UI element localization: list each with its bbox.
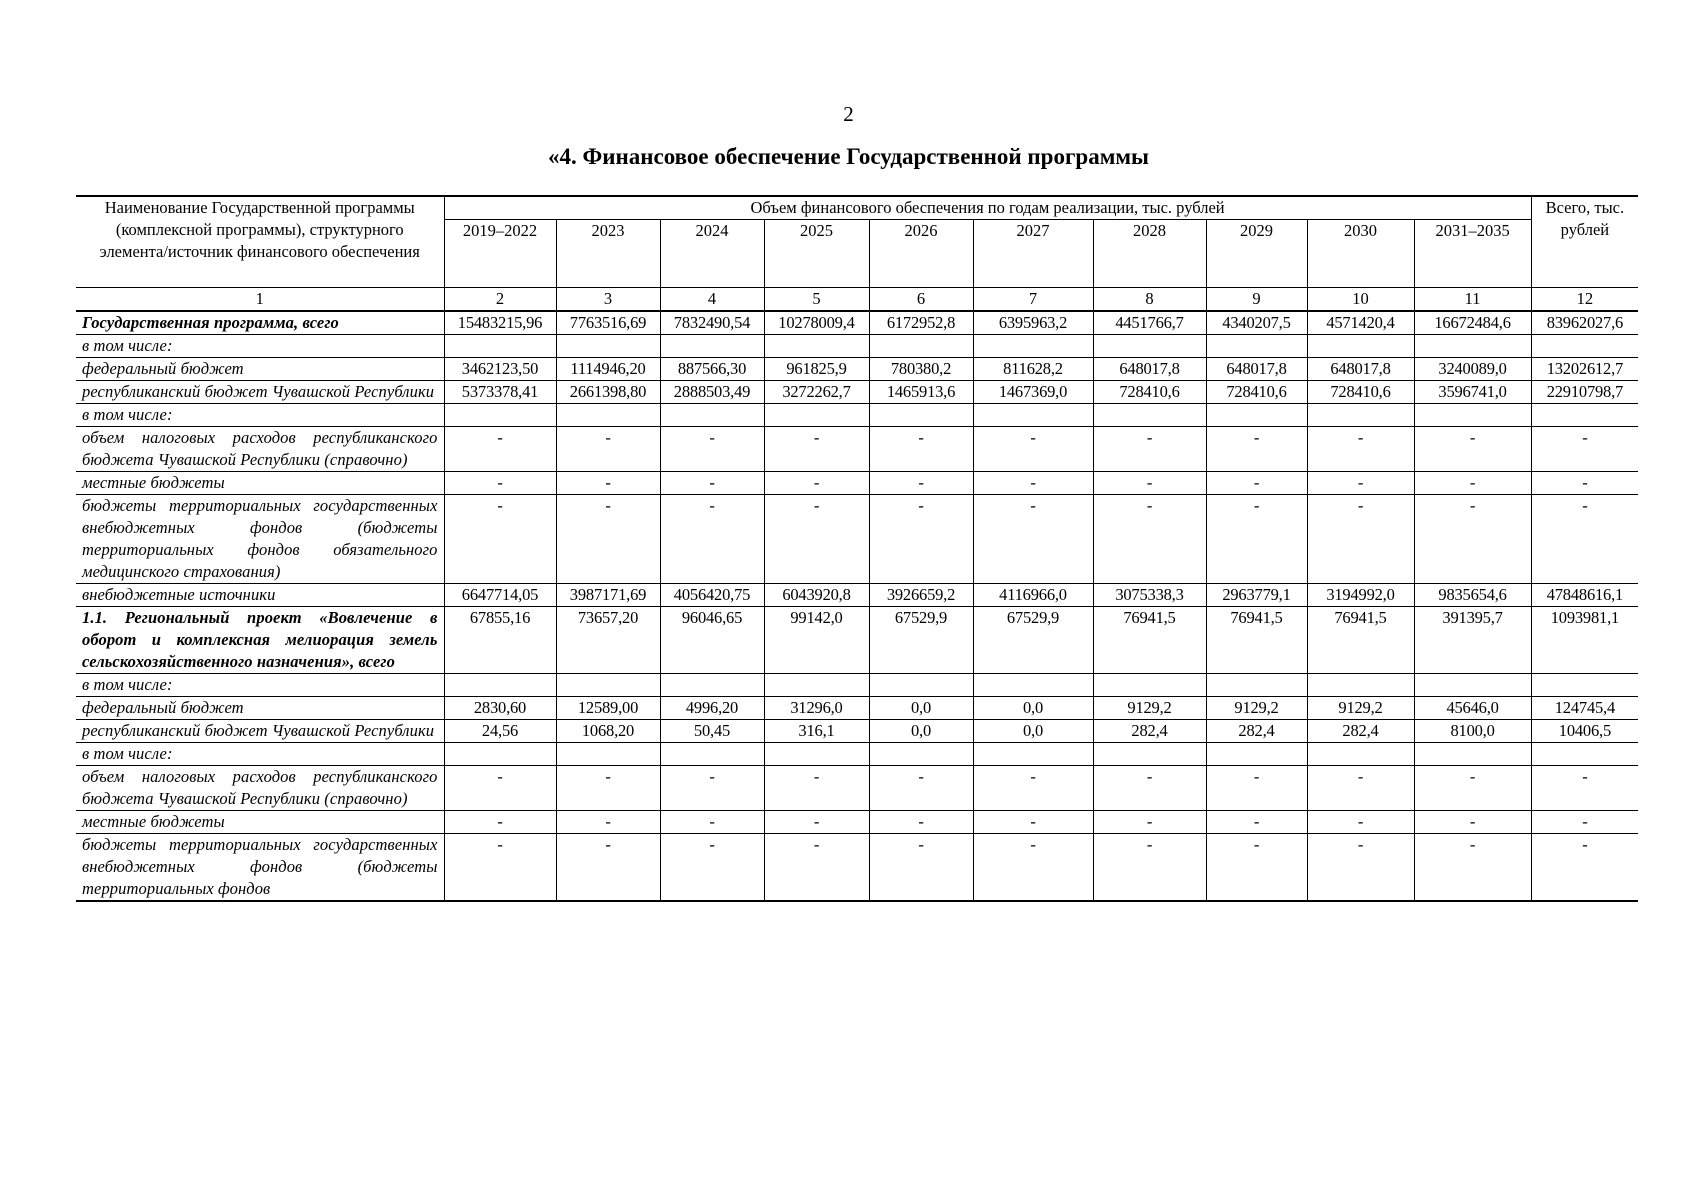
- value-cell: 780380,2: [869, 358, 973, 381]
- value-cell: -: [1206, 495, 1307, 584]
- value-cell: -: [1531, 472, 1638, 495]
- value-cell: [1093, 335, 1206, 358]
- value-cell: 22910798,7: [1531, 381, 1638, 404]
- table-row: [76, 674, 1638, 697]
- value-cell: 1068,20: [556, 720, 660, 743]
- value-cell: [1307, 335, 1414, 358]
- row-label: республиканский бюджет Чувашской Республики: [76, 720, 444, 743]
- value-cell: 648017,8: [1307, 358, 1414, 381]
- value-cell: 391395,7: [1414, 607, 1531, 674]
- value-cell: [764, 743, 869, 766]
- column-index: 2: [444, 288, 556, 312]
- column-index: 12: [1531, 288, 1638, 312]
- value-cell: 31296,0: [764, 697, 869, 720]
- value-cell: 6647714,05: [444, 584, 556, 607]
- value-cell: 282,4: [1307, 720, 1414, 743]
- value-cell: 282,4: [1093, 720, 1206, 743]
- row-label: в том числе:: [76, 743, 444, 766]
- value-cell: 76941,5: [1307, 607, 1414, 674]
- header-year: 2029: [1206, 220, 1307, 288]
- value-cell: 0,0: [973, 720, 1093, 743]
- value-cell: 1465913,6: [869, 381, 973, 404]
- value-cell: 728410,6: [1093, 381, 1206, 404]
- value-cell: -: [660, 472, 764, 495]
- table-row: [76, 495, 1638, 584]
- table-row: [76, 834, 1638, 902]
- value-cell: 728410,6: [1206, 381, 1307, 404]
- value-cell: 96046,65: [660, 607, 764, 674]
- table-row: [76, 358, 1638, 381]
- value-cell: 12589,00: [556, 697, 660, 720]
- value-cell: 3272262,7: [764, 381, 869, 404]
- value-cell: 282,4: [1206, 720, 1307, 743]
- value-cell: [556, 404, 660, 427]
- value-cell: -: [973, 495, 1093, 584]
- row-label: федеральный бюджет: [76, 358, 444, 381]
- page-number: 2: [843, 102, 854, 126]
- value-cell: 887566,30: [660, 358, 764, 381]
- column-index: 7: [973, 288, 1093, 312]
- value-cell: 4116966,0: [973, 584, 1093, 607]
- value-cell: -: [1307, 834, 1414, 902]
- value-cell: -: [869, 834, 973, 902]
- value-cell: -: [660, 834, 764, 902]
- value-cell: 83962027,6: [1531, 311, 1638, 335]
- value-cell: 961825,9: [764, 358, 869, 381]
- column-index: 4: [660, 288, 764, 312]
- table-row: [76, 584, 1638, 607]
- value-cell: [764, 674, 869, 697]
- value-cell: -: [973, 766, 1093, 811]
- value-cell: -: [764, 766, 869, 811]
- value-cell: 9835654,6: [1414, 584, 1531, 607]
- value-cell: 6395963,2: [973, 311, 1093, 335]
- value-cell: [1206, 335, 1307, 358]
- value-cell: -: [556, 427, 660, 472]
- value-cell: -: [1093, 834, 1206, 902]
- value-cell: 0,0: [869, 697, 973, 720]
- value-cell: 1114946,20: [556, 358, 660, 381]
- value-cell: -: [1414, 834, 1531, 902]
- value-cell: 3075338,3: [1093, 584, 1206, 607]
- value-cell: [660, 743, 764, 766]
- table-row: [76, 472, 1638, 495]
- value-cell: 1093981,1: [1531, 607, 1638, 674]
- value-cell: [1307, 404, 1414, 427]
- value-cell: [444, 743, 556, 766]
- value-cell: -: [444, 427, 556, 472]
- value-cell: -: [1093, 427, 1206, 472]
- value-cell: -: [1531, 834, 1638, 902]
- value-cell: -: [660, 495, 764, 584]
- value-cell: [556, 335, 660, 358]
- column-index: 1: [76, 288, 444, 312]
- table-row: [76, 766, 1638, 811]
- value-cell: 316,1: [764, 720, 869, 743]
- value-cell: 73657,20: [556, 607, 660, 674]
- value-cell: -: [869, 766, 973, 811]
- table-row: [76, 381, 1638, 404]
- value-cell: -: [973, 811, 1093, 834]
- column-index: 6: [869, 288, 973, 312]
- row-label: бюджеты территориальных государственных внебюджетных фондов (бюджеты территориальных фондов обязательного медицинского страхования): [76, 495, 444, 584]
- value-cell: 76941,5: [1093, 607, 1206, 674]
- table-body: [76, 311, 1638, 901]
- value-cell: 4056420,75: [660, 584, 764, 607]
- value-cell: [660, 335, 764, 358]
- value-cell: -: [1093, 472, 1206, 495]
- value-cell: 728410,6: [1307, 381, 1414, 404]
- value-cell: -: [444, 834, 556, 902]
- table-row: [76, 404, 1638, 427]
- header-year: 2024: [660, 220, 764, 288]
- value-cell: [1414, 335, 1531, 358]
- value-cell: -: [764, 472, 869, 495]
- value-cell: [556, 674, 660, 697]
- value-cell: -: [444, 811, 556, 834]
- value-cell: 9129,2: [1307, 697, 1414, 720]
- value-cell: [973, 335, 1093, 358]
- value-cell: [1531, 404, 1638, 427]
- value-cell: -: [1414, 427, 1531, 472]
- header-name-column: Наименование Государственной программы (комплексной программы), структурного элемента/источник финансового обеспечения: [76, 196, 444, 288]
- column-index: 5: [764, 288, 869, 312]
- value-cell: -: [869, 427, 973, 472]
- value-cell: [1414, 743, 1531, 766]
- value-cell: [444, 335, 556, 358]
- value-cell: 1467369,0: [973, 381, 1093, 404]
- value-cell: [1307, 674, 1414, 697]
- value-cell: [1093, 743, 1206, 766]
- value-cell: -: [1206, 834, 1307, 902]
- value-cell: 13202612,7: [1531, 358, 1638, 381]
- value-cell: -: [556, 834, 660, 902]
- value-cell: 7832490,54: [660, 311, 764, 335]
- value-cell: -: [1093, 766, 1206, 811]
- financing-table: [76, 195, 1638, 902]
- value-cell: 99142,0: [764, 607, 869, 674]
- value-cell: -: [1414, 766, 1531, 811]
- header-total-column: Всего, тыс. рублей: [1531, 196, 1638, 288]
- value-cell: -: [1307, 427, 1414, 472]
- value-cell: 4451766,7: [1093, 311, 1206, 335]
- value-cell: -: [1307, 472, 1414, 495]
- value-cell: [764, 404, 869, 427]
- value-cell: 648017,8: [1206, 358, 1307, 381]
- value-cell: -: [1206, 811, 1307, 834]
- header-year: 2025: [764, 220, 869, 288]
- row-label: местные бюджеты: [76, 472, 444, 495]
- value-cell: -: [660, 427, 764, 472]
- header-volume-column: Объем финансового обеспечения по годам реализации, тыс. рублей: [444, 196, 1531, 220]
- value-cell: 2888503,49: [660, 381, 764, 404]
- header-year: 2019–2022: [444, 220, 556, 288]
- value-cell: [1414, 674, 1531, 697]
- value-cell: [1093, 674, 1206, 697]
- value-cell: [444, 674, 556, 697]
- value-cell: 67529,9: [973, 607, 1093, 674]
- value-cell: -: [556, 811, 660, 834]
- value-cell: -: [444, 495, 556, 584]
- column-index: 3: [556, 288, 660, 312]
- header-year: 2023: [556, 220, 660, 288]
- value-cell: [764, 335, 869, 358]
- column-index: 9: [1206, 288, 1307, 312]
- table-row: [76, 311, 1638, 335]
- table-row: [76, 335, 1638, 358]
- value-cell: -: [556, 495, 660, 584]
- row-label: объем налоговых расходов республиканского бюджета Чувашской Республики (справочно): [76, 766, 444, 811]
- value-cell: 7763516,69: [556, 311, 660, 335]
- value-cell: -: [1307, 811, 1414, 834]
- header-row-top: [76, 196, 1638, 220]
- value-cell: -: [1206, 472, 1307, 495]
- value-cell: [1414, 404, 1531, 427]
- value-cell: [973, 743, 1093, 766]
- value-cell: 2661398,80: [556, 381, 660, 404]
- value-cell: [869, 743, 973, 766]
- value-cell: -: [764, 834, 869, 902]
- value-cell: 3240089,0: [1414, 358, 1531, 381]
- row-label: объем налоговых расходов республиканского бюджета Чувашской Республики (справочно): [76, 427, 444, 472]
- value-cell: 811628,2: [973, 358, 1093, 381]
- header-row-index: [76, 288, 1638, 312]
- value-cell: [973, 674, 1093, 697]
- value-cell: 15483215,96: [444, 311, 556, 335]
- value-cell: 67529,9: [869, 607, 973, 674]
- value-cell: -: [764, 427, 869, 472]
- value-cell: [1531, 674, 1638, 697]
- value-cell: -: [1531, 427, 1638, 472]
- value-cell: [660, 404, 764, 427]
- value-cell: 67855,16: [444, 607, 556, 674]
- value-cell: [1531, 335, 1638, 358]
- row-label: Государственная программа, всего: [76, 311, 444, 335]
- header-year: 2031–2035: [1414, 220, 1531, 288]
- value-cell: [1531, 743, 1638, 766]
- value-cell: 76941,5: [1206, 607, 1307, 674]
- value-cell: -: [1414, 495, 1531, 584]
- value-cell: -: [973, 472, 1093, 495]
- value-cell: -: [973, 834, 1093, 902]
- header-year: 2026: [869, 220, 973, 288]
- value-cell: -: [660, 766, 764, 811]
- header-year: 2028: [1093, 220, 1206, 288]
- value-cell: -: [1307, 766, 1414, 811]
- value-cell: 24,56: [444, 720, 556, 743]
- value-cell: [444, 404, 556, 427]
- row-label: бюджеты территориальных государственных внебюджетных фондов (бюджеты территориальных фондов: [76, 834, 444, 902]
- value-cell: 2963779,1: [1206, 584, 1307, 607]
- table-row: [76, 811, 1638, 834]
- value-cell: -: [556, 472, 660, 495]
- table-row: [76, 607, 1638, 674]
- column-index: 10: [1307, 288, 1414, 312]
- value-cell: [869, 404, 973, 427]
- value-cell: 0,0: [973, 697, 1093, 720]
- value-cell: 5373378,41: [444, 381, 556, 404]
- value-cell: -: [1206, 427, 1307, 472]
- value-cell: 4340207,5: [1206, 311, 1307, 335]
- value-cell: [660, 674, 764, 697]
- row-label: в том числе:: [76, 674, 444, 697]
- value-cell: 10406,5: [1531, 720, 1638, 743]
- value-cell: 6172952,8: [869, 311, 973, 335]
- value-cell: 47848616,1: [1531, 584, 1638, 607]
- value-cell: 2830,60: [444, 697, 556, 720]
- value-cell: 3926659,2: [869, 584, 973, 607]
- value-cell: 6043920,8: [764, 584, 869, 607]
- value-cell: [973, 404, 1093, 427]
- value-cell: 3194992,0: [1307, 584, 1414, 607]
- row-label: 1.1. Региональный проект «Вовлечение в оборот и комплексная мелиорация земель сельскохозяйственного назначения», всего: [76, 607, 444, 674]
- value-cell: 8100,0: [1414, 720, 1531, 743]
- value-cell: 648017,8: [1093, 358, 1206, 381]
- value-cell: -: [1414, 811, 1531, 834]
- value-cell: -: [556, 766, 660, 811]
- row-label: в том числе:: [76, 335, 444, 358]
- value-cell: -: [1093, 811, 1206, 834]
- row-label: местные бюджеты: [76, 811, 444, 834]
- value-cell: 50,45: [660, 720, 764, 743]
- table-row: [76, 427, 1638, 472]
- value-cell: 3987171,69: [556, 584, 660, 607]
- row-label: внебюджетные источники: [76, 584, 444, 607]
- value-cell: 124745,4: [1531, 697, 1638, 720]
- value-cell: 9129,2: [1093, 697, 1206, 720]
- value-cell: 9129,2: [1206, 697, 1307, 720]
- column-index: 8: [1093, 288, 1206, 312]
- value-cell: -: [869, 811, 973, 834]
- document-title: «4. Финансовое обеспечение Государственной программы: [548, 144, 1149, 169]
- value-cell: [869, 335, 973, 358]
- value-cell: -: [1206, 766, 1307, 811]
- value-cell: [1206, 674, 1307, 697]
- column-index: 11: [1414, 288, 1531, 312]
- value-cell: [1307, 743, 1414, 766]
- table-row: [76, 697, 1638, 720]
- table-row: [76, 743, 1638, 766]
- value-cell: 4571420,4: [1307, 311, 1414, 335]
- value-cell: [1093, 404, 1206, 427]
- value-cell: 0,0: [869, 720, 973, 743]
- value-cell: -: [444, 766, 556, 811]
- header-year: 2030: [1307, 220, 1414, 288]
- value-cell: 16672484,6: [1414, 311, 1531, 335]
- value-cell: -: [1307, 495, 1414, 584]
- value-cell: 45646,0: [1414, 697, 1531, 720]
- value-cell: [556, 743, 660, 766]
- value-cell: -: [973, 427, 1093, 472]
- value-cell: -: [1531, 495, 1638, 584]
- value-cell: -: [764, 811, 869, 834]
- value-cell: -: [869, 495, 973, 584]
- value-cell: 3462123,50: [444, 358, 556, 381]
- value-cell: -: [660, 811, 764, 834]
- value-cell: [1206, 404, 1307, 427]
- header-year: 2027: [973, 220, 1093, 288]
- row-label: республиканский бюджет Чувашской Республики: [76, 381, 444, 404]
- value-cell: [1206, 743, 1307, 766]
- value-cell: -: [1531, 766, 1638, 811]
- row-label: федеральный бюджет: [76, 697, 444, 720]
- value-cell: -: [444, 472, 556, 495]
- value-cell: [869, 674, 973, 697]
- value-cell: 3596741,0: [1414, 381, 1531, 404]
- value-cell: 4996,20: [660, 697, 764, 720]
- table-row: [76, 720, 1638, 743]
- row-label: в том числе:: [76, 404, 444, 427]
- value-cell: -: [1414, 472, 1531, 495]
- value-cell: 10278009,4: [764, 311, 869, 335]
- value-cell: -: [869, 472, 973, 495]
- value-cell: -: [764, 495, 869, 584]
- value-cell: -: [1531, 811, 1638, 834]
- value-cell: -: [1093, 495, 1206, 584]
